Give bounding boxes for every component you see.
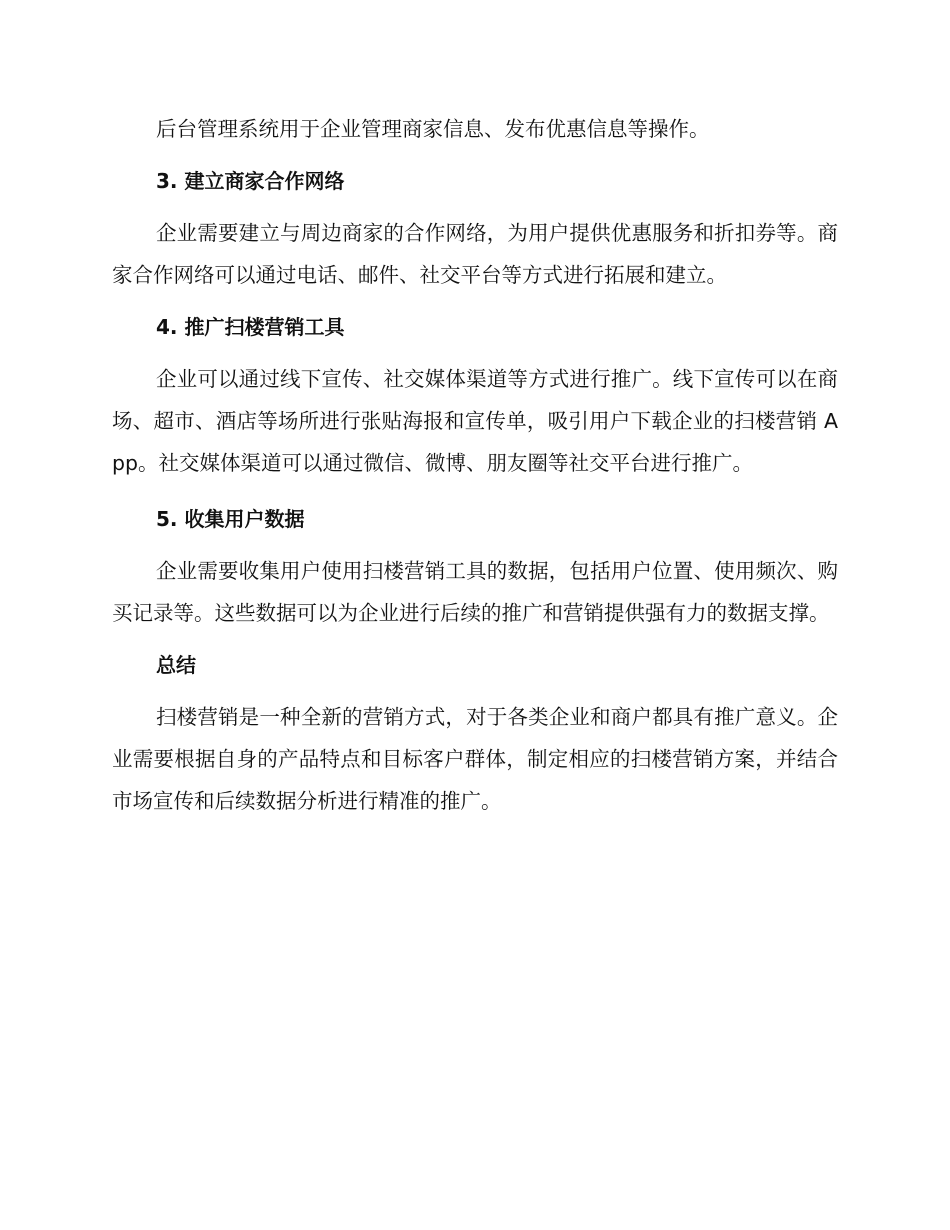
- heading-merchant-network: 3. 建立商家合作网络: [156, 169, 345, 193]
- heading-promote-tool: 4. 推广扫楼营销工具: [156, 315, 345, 339]
- paragraph-promote-tool: 企业可以通过线下宣传、社交媒体渠道等方式进行推广。线下宣传可以在商场、超市、酒店等场所进行张贴海报和宣传单，吸引用户下载企业的扫楼营销 App。社交媒体渠道可以通过微信、微博、朋友圈等社交平台进行推广。: [112, 367, 838, 475]
- document-body: [112, 108, 838, 822]
- heading-collect-data: 5. 收集用户数据: [156, 507, 305, 531]
- paragraph-admin-system: 后台管理系统用于企业管理商家信息、发布优惠信息等操作。: [156, 117, 710, 141]
- paragraph-collect-data: 企业需要收集用户使用扫楼营销工具的数据，包括用户位置、使用频次、购买记录等。这些数据可以为企业进行后续的推广和营销提供强有力的数据支撑。: [112, 559, 838, 625]
- paragraph-summary: 扫楼营销是一种全新的营销方式，对于各类企业和商户都具有推广意义。企业需要根据自身的产品特点和目标客户群体，制定相应的扫楼营销方案，并结合市场宣传和后续数据分析进行精准的推广。: [112, 705, 838, 813]
- heading-summary: 总结: [156, 653, 196, 677]
- paragraph-merchant-network: 企业需要建立与周边商家的合作网络，为用户提供优惠服务和折扣券等。商家合作网络可以通过电话、邮件、社交平台等方式进行拓展和建立。: [112, 221, 838, 287]
